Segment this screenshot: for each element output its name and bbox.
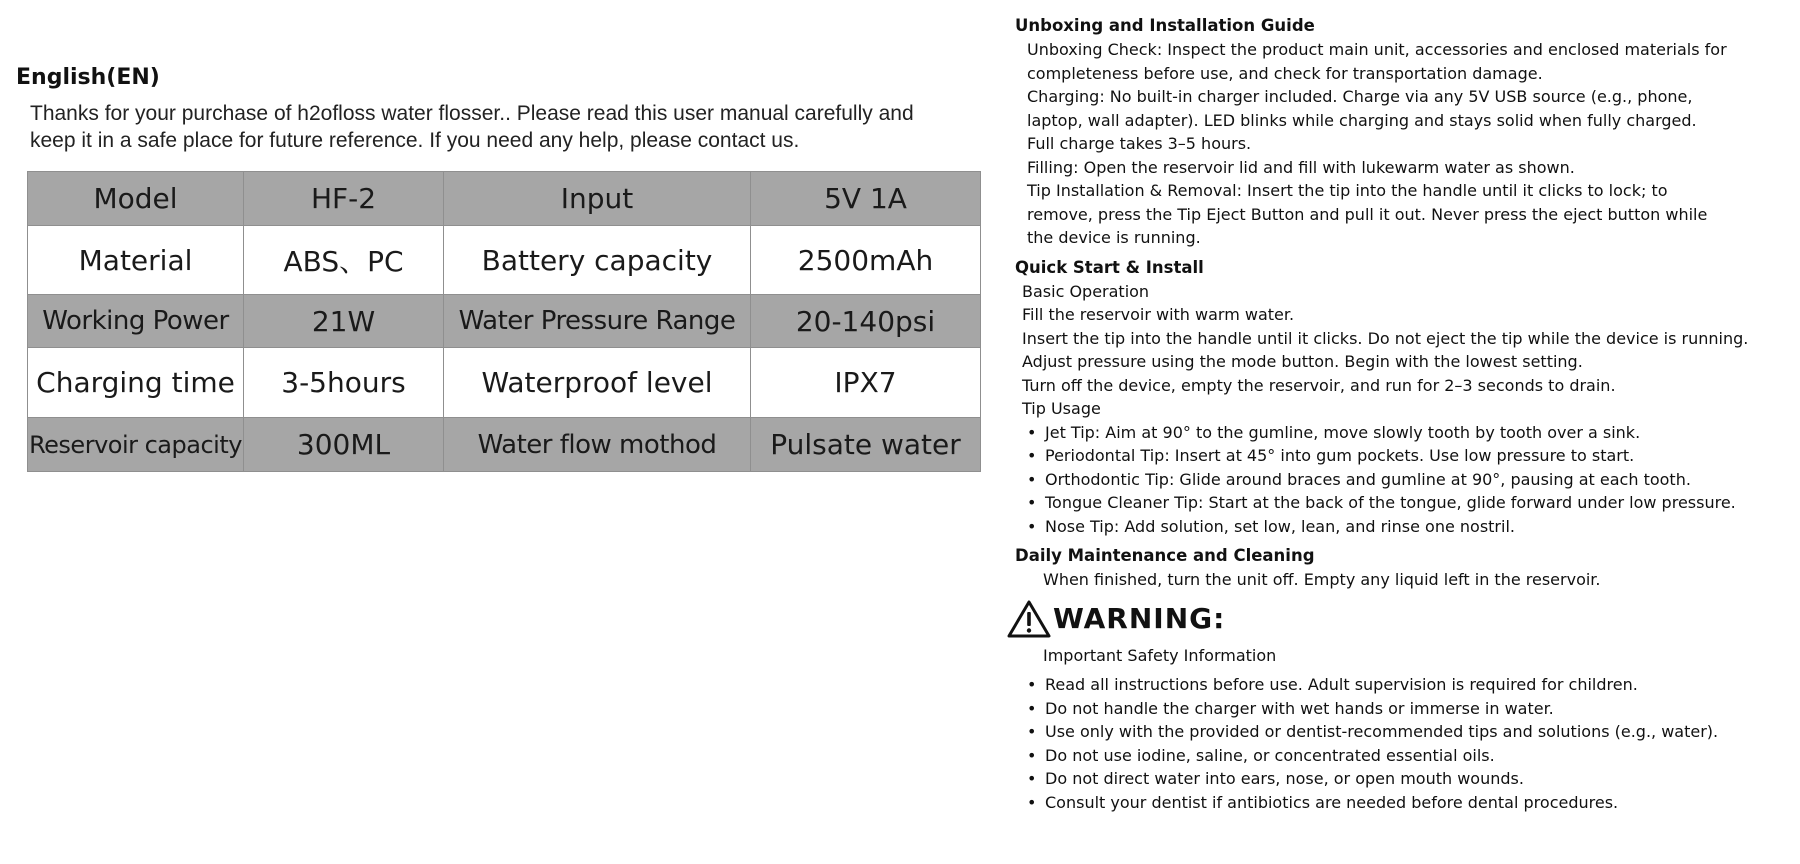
spec-value: 21W xyxy=(244,295,444,348)
unboxing-line: Tip Installation & Removal: Insert the tip into the handle until it clicks to lock; to xyxy=(1027,181,1668,200)
warning-list xyxy=(1015,673,1795,814)
unboxing-line: laptop, wall adapter). LED blinks while charging and stays solid when fully charged. xyxy=(1027,110,1697,130)
unboxing-line: remove, press the Tip Eject Button and pull it out. Never press the eject button while xyxy=(1027,204,1708,224)
spec-label: Input xyxy=(444,172,751,226)
basic-operation-line: Adjust pressure using the mode button. Begin with the lowest setting. xyxy=(1022,352,1583,371)
manual-right-column xyxy=(1015,14,1795,814)
subsection-title-tip-usage: Tip Usage xyxy=(1022,399,1101,418)
basic-operation-line: Turn off the device, empty the reservoir, and run for 2–3 seconds to drain. xyxy=(1022,375,1616,395)
tip-usage-item: • Nose Tip: Add solution, set low, lean, and rinse one nostril. xyxy=(1015,515,1795,539)
unboxing-line: Full charge takes 3–5 hours. xyxy=(1027,134,1252,153)
unboxing-line: Unboxing Check: Inspect the product main unit, accessories and enclosed materials for xyxy=(1027,40,1727,59)
spec-label: Model xyxy=(28,172,244,226)
spec-row xyxy=(28,295,981,348)
spec-value: 5V 1A xyxy=(751,172,981,226)
spec-value: 3-5hours xyxy=(244,348,444,418)
warning-title: WARNING: xyxy=(1053,602,1226,635)
basic-operation-section xyxy=(1015,303,1795,397)
spec-value: IPX7 xyxy=(751,348,981,418)
spec-label: Water Pressure Range xyxy=(444,295,751,348)
warning-item: • Use only with the provided or dentist-recommended tips and solutions (e.g., water). xyxy=(1015,720,1795,744)
unboxing-line: completeness before use, and check for transportation damage. xyxy=(1027,63,1543,83)
tip-usage-item: • Jet Tip: Aim at 90° to the gumline, move slowly tooth by tooth over a sink. xyxy=(1015,421,1795,445)
tip-usage-item: • Tongue Cleaner Tip: Start at the back of the tongue, glide forward under low pressure. xyxy=(1015,491,1795,515)
spec-table xyxy=(27,171,981,472)
spec-value: 2500mAh xyxy=(751,226,981,295)
spec-value: Pulsate water xyxy=(751,418,981,472)
spec-label: Material xyxy=(28,226,244,295)
tip-usage-list xyxy=(1015,421,1795,539)
warning-item: • Do not direct water into ears, nose, or open mouth wounds. xyxy=(1015,767,1795,791)
warning-header xyxy=(1007,596,1795,642)
section-title-unboxing: Unboxing and Installation Guide xyxy=(1015,16,1315,35)
intro-line: keep it in a safe place for future reference. If you need any help, please contact us. xyxy=(30,129,800,152)
intro-paragraph xyxy=(30,100,980,154)
spec-label: Working Power xyxy=(28,295,244,348)
warning-item: • Do not use iodine, saline, or concentrated essential oils. xyxy=(1015,744,1795,768)
spec-value: ABS、PC xyxy=(244,226,444,295)
section-title-maintenance: Daily Maintenance and Cleaning xyxy=(1015,546,1315,565)
tip-usage-item: • Orthodontic Tip: Glide around braces and gumline at 90°, pausing at each tooth. xyxy=(1015,468,1795,492)
spec-row xyxy=(28,226,981,295)
spec-label: Reservoir capacity xyxy=(28,418,244,472)
spec-value: 20-140psi xyxy=(751,295,981,348)
section-title-quick-start: Quick Start & Install xyxy=(1015,257,1204,277)
subsection-title-basic-operation: Basic Operation xyxy=(1022,281,1150,301)
unboxing-line: Filling: Open the reservoir lid and fill with lukewarm water as shown. xyxy=(1027,157,1575,177)
spec-row xyxy=(28,172,981,226)
language-heading: English(EN) xyxy=(16,65,160,90)
warning-item: • Do not handle the charger with wet hands or immerse in water. xyxy=(1015,697,1795,721)
unboxing-line: the device is running. xyxy=(1027,228,1201,247)
unboxing-section xyxy=(1015,38,1795,250)
warning-item: • Consult your dentist if antibiotics are needed before dental procedures. xyxy=(1015,791,1795,815)
warning-item: • Read all instructions before use. Adult supervision is required for children. xyxy=(1015,673,1795,697)
spec-label: Battery capacity xyxy=(444,226,751,295)
warning-subtitle: Important Safety Information xyxy=(1043,645,1277,665)
warning-triangle-icon xyxy=(1007,599,1051,639)
intro-line: Thanks for your purchase of h2ofloss water flosser.. Please read this user manual carefully and xyxy=(30,102,914,125)
spec-row xyxy=(28,418,981,472)
maintenance-text: When finished, turn the unit off. Empty any liquid left in the reservoir. xyxy=(1043,570,1601,589)
spec-label: Water flow mothod xyxy=(444,418,751,472)
spec-value: 300ML xyxy=(244,418,444,472)
spec-row xyxy=(28,348,981,418)
basic-operation-line: Insert the tip into the handle until it clicks. Do not eject the tip while the device is running. xyxy=(1022,328,1749,348)
tip-usage-item: • Periodontal Tip: Insert at 45° into gum pockets. Use low pressure to start. xyxy=(1015,444,1795,468)
spec-value: HF-2 xyxy=(244,172,444,226)
spec-label: Waterproof level xyxy=(444,348,751,418)
basic-operation-line: Fill the reservoir with warm water. xyxy=(1022,305,1295,324)
spec-label: Charging time xyxy=(28,348,244,418)
unboxing-line: Charging: No built-in charger included. Charge via any 5V USB source (e.g., phone, xyxy=(1027,87,1693,106)
